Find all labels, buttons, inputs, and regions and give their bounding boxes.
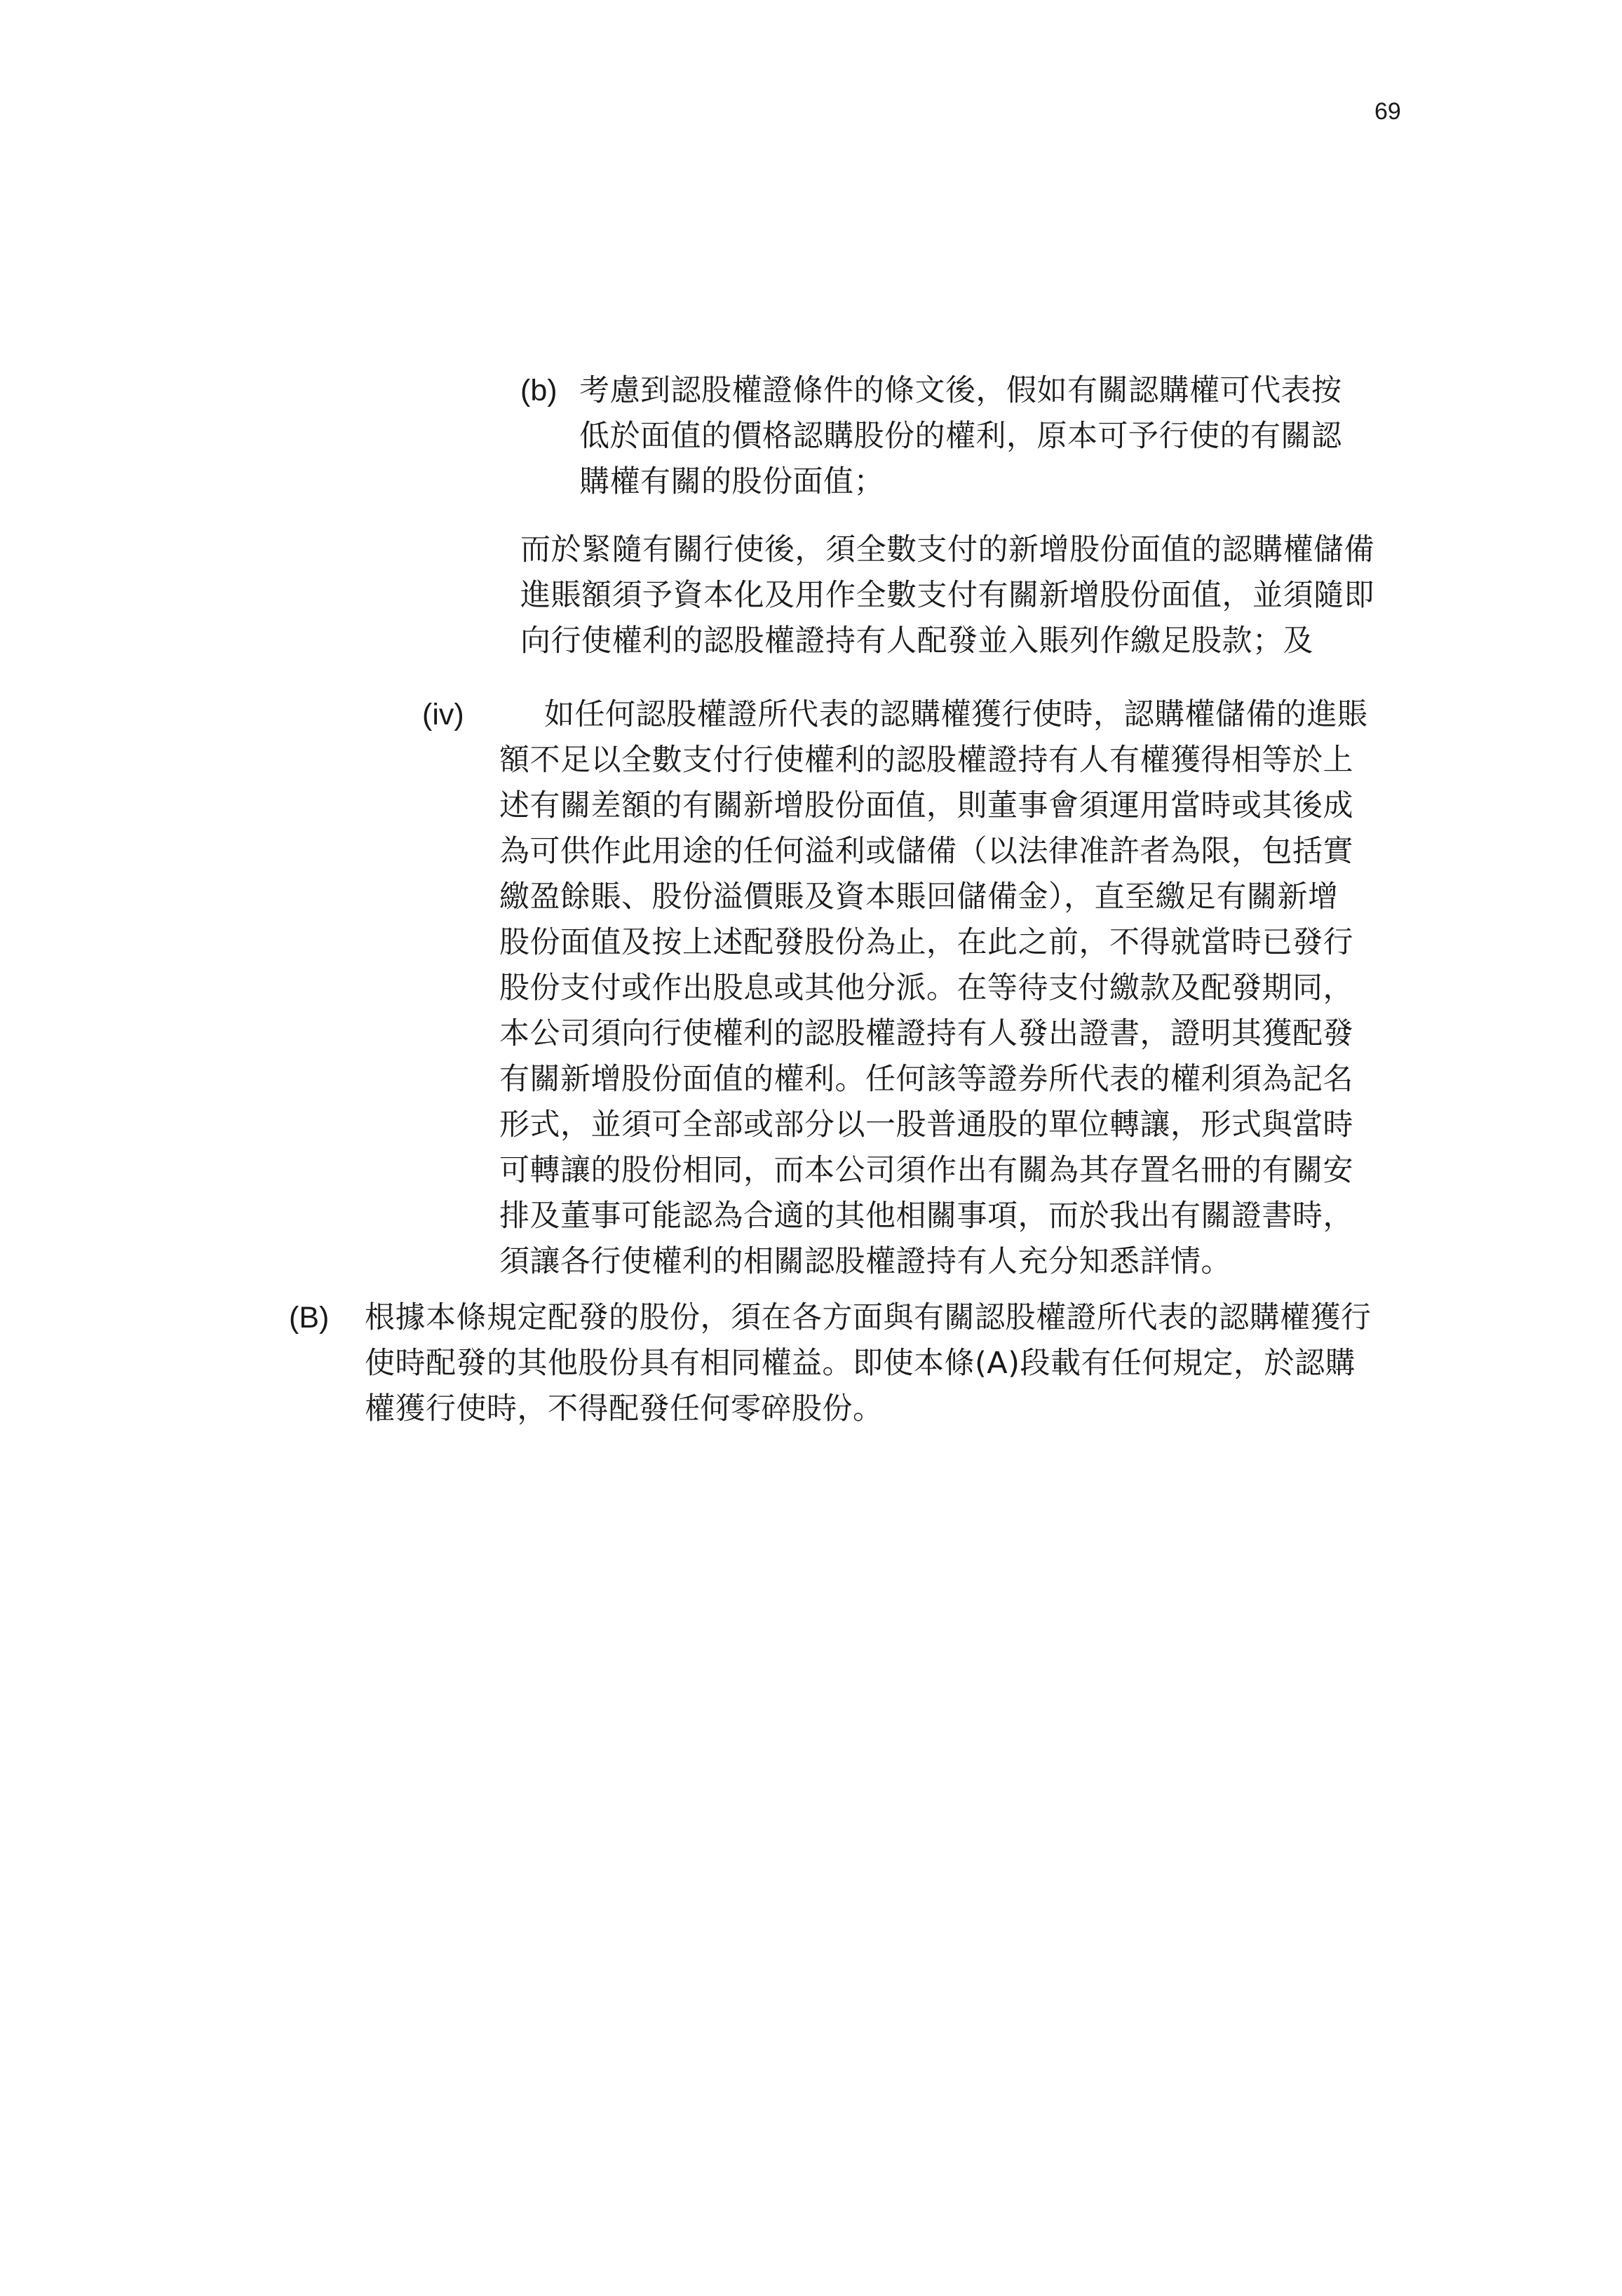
continuation-line: 而於緊隨有關行使後，須全數支付的新增股份面值的認購權儲備 xyxy=(520,532,1374,567)
continuation-line: 進賬額須予資本化及用作全數支付有關新增股份面值，並須隨即 xyxy=(520,578,1374,613)
item-b-line: 考慮到認股權證條件的條文後，假如有關認購權可代表按 xyxy=(579,373,1342,408)
item-iv-line: 繳盈餘賬、股份溢價賬及資本賬回儲備金），直至繳足有關新增 xyxy=(499,879,1339,914)
item-iv-line: 為可供作此用途的任何溢利或儲備（以法律准許者為限，包括實 xyxy=(499,834,1353,869)
item-iv-line: 須讓各行使權利的相關認股權證持有人充分知悉詳情。 xyxy=(499,1244,1231,1279)
item-iv-line: 如任何認股權證所代表的認購權獲行使時，認購權儲備的進賬 xyxy=(544,697,1368,732)
item-capital-b-line: 根據本條規定配發的股份，須在各方面與有關認股權證所代表的認購權獲行 xyxy=(365,1300,1372,1335)
item-iv-line: 有關新增股份面值的權利。任何該等證券所代表的權利須為記名 xyxy=(499,1062,1353,1097)
item-iv-line: 本公司須向行使權利的認股權證持有人發出證書，證明其獲配發 xyxy=(499,1016,1353,1051)
item-b-line: 購權有關的股份面值； xyxy=(579,464,884,499)
item-capital-b-line: 權獲行使時，不得配發任何零碎股份。 xyxy=(365,1391,884,1426)
item-iv-line: 額不足以全數支付行使權利的認股權證持有人有權獲得相等於上 xyxy=(499,743,1353,778)
item-b-marker: (b) xyxy=(520,374,557,407)
item-iv-line: 股份支付或作出股息或其他分派。在等待支付繳款及配發期同， xyxy=(499,971,1353,1006)
item-iv-line: 股份面值及按上述配發股份為止，在此之前，不得就當時已發行 xyxy=(499,925,1353,960)
item-iv-line: 述有關差額的有關新增股份面值，則董事會須運用當時或其後成 xyxy=(499,788,1353,823)
page-number: 69 xyxy=(1374,98,1401,125)
item-iv-line: 形式，並須可全部或部分以一股普通股的單位轉讓，形式與當時 xyxy=(499,1107,1353,1142)
item-iv-line: 可轉讓的股份相同，而本公司須作出有關為其存置名冊的有關安 xyxy=(499,1153,1353,1188)
item-capital-b-line: 使時配發的其他股份具有相同權益。即使本條(A)段載有任何規定，於認購 xyxy=(365,1346,1356,1381)
item-iv-line: 排及董事可能認為合適的其他相關事項，而於我出有關證書時， xyxy=(499,1198,1353,1234)
item-iv-marker: (iv) xyxy=(422,698,464,731)
item-capital-b-marker: (B) xyxy=(289,1301,330,1335)
continuation-line: 向行使權利的認股權證持有人配發並入賬列作繳足股款；及 xyxy=(520,623,1313,659)
item-b-line: 低於面值的價格認購股份的權利，原本可予行使的有關認 xyxy=(579,419,1342,454)
